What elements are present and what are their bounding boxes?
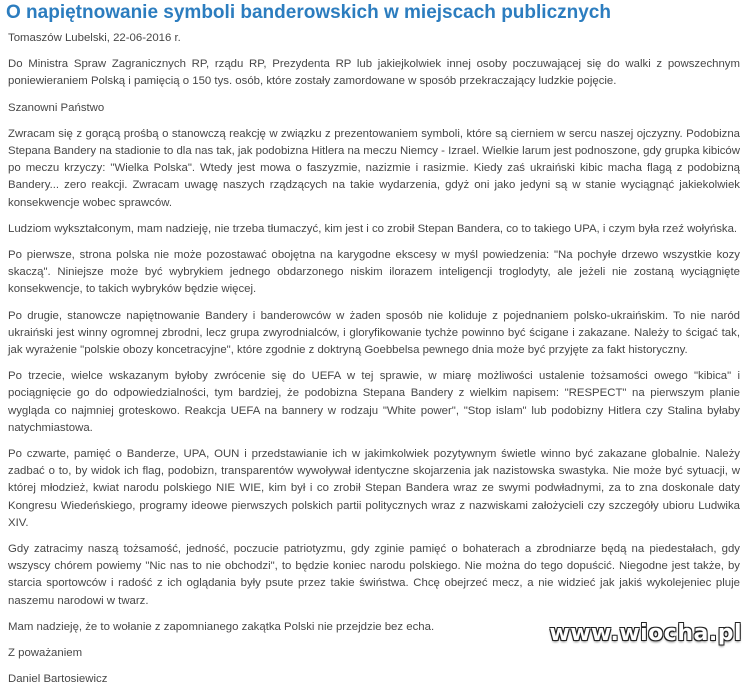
place-date: Tomaszów Lubelski, 22-06-2016 r. xyxy=(8,32,181,44)
body-paragraph: Po pierwsze, strona polska nie może pozostawać obojętna na karygodne ekscesy w myśl powiedzenia: "Na pochyłe drzewo wszystkie kozy skaczą". Niniejsze może być wybrykiem jednego obdarzonego niskim ilorazem inteligencji troglodyty, ale jeżeli nie zostaną wyciągnięte konsekwencje, to takich wybryków będzie więcej. xyxy=(8,249,740,296)
body-paragraph: Zwracam się z gorącą prośbą o stanowczą reakcję w związku z prezentowaniem symboli, które są cierniem w sercu naszej ojczyzny. Podobizna Stepana Bandery na stadionie to dla nas tak, jak podobizna Hitlera na meczu Niemcy - Izrael. Wielkie larum jest podnoszone, gdy grupka kibiców po meczu krzyczy: "Wielka Polska". Wtedy jest mowa o faszyzmie, nazizmie i rasizmie. Kiedy zaś ukraiński kibic macha flagą z podobizną Bandery... zero reakcji. Zwracam uwagę naszych rządzących na takie wydarzenia, gdyż oni jako jedyni są w stanie wyciągnąć jakiekolwiek konsekwencje wobec sprawców. xyxy=(8,127,740,209)
greeting: Szanowni Państwo xyxy=(8,101,105,114)
body-paragraph: Gdy zatracimy naszą tożsamość, jedność, poczucie patriotyzmu, gdy zginie pamięć o bohaterach a zbrodniarze będą na piedestałach, gdy wszyscy chórem powiemy "Nic nas to nie obchodzi", to będzie koniec narodu polskiego. Nie można do tego dopuścić. Niegodne jest także, by starcia sportowców i radość z ich oglądania były psute przez takie świństwa. Chcę obejrzeć mecz, a nie widzieć jak jakiś wykolejeniec pluje naszemu narodowi w twarz. xyxy=(8,543,740,607)
site-watermark: www.wiocha.pl xyxy=(549,621,742,646)
page-title: O napiętnowanie symboli banderowskich w miejscach publicznych xyxy=(6,2,611,23)
addressee-paragraph: Do Ministra Spraw Zagranicznych RP, rządu RP, Prezydenta RP lub jakiejkolwiek innej osoby poczuwającej się do walki z powszechnym poniewieraniem Polską i pamięcią o 150 tys. osób, które zostały zamordowane w sposób przekraczający ludzkie pojęcie. xyxy=(8,58,740,88)
body-paragraph: Po trzecie, wielce wskazanym byłoby zwrócenie się do UEFA w tej sprawie, w miarę możliwości ustalenie tożsamości owego "kibica" i pociągnięcie go do odpowiedzialności, tym bardziej, że podobizna Stepana Bandery z wielkim napisem: "RESPECT" na pierwszym planie wygląda co najmniej groteskowo. Reakcja UEFA na bannery w rodzaju "White power", "Stop islam" lub podobizny Hitlera czy Stalina byłaby natychmiastowa. xyxy=(8,370,740,434)
body-paragraph: Mam nadzieję, że to wołanie z zapomnianego zakątka Polski nie przejdzie bez echa. xyxy=(8,620,435,633)
closing: Z poważaniem xyxy=(8,647,83,660)
body-paragraph: Po drugie, stanowcze napiętnowanie Bandery i banderowców w żaden sposób nie koliduje z pojednaniem polsko-ukraińskim. To nie naród ukraiński jest winny ogromnej zbrodni, lecz grupa zwyrodnialców, i gloryfikowanie tychże powinno być ścigane i zakazane. Należy to ścigać tak, jak wyrażenie "polskie obozy koncetracyjne", które zgodnie z doktryną Goebbelsa pewnego dnia może być przyjęte za fakt historyczny. xyxy=(8,309,740,357)
body-paragraph: Ludziom wykształconym, mam nadzieję, nie trzeba tłumaczyć, kim jest i co zrobił Stepan Bandera, co to takiego UPA, i czym była rzeź wołyńska. xyxy=(8,222,738,235)
body-paragraph: Po czwarte, pamięć o Banderze, UPA, OUN i przedstawianie ich w jakimkolwiek pozytywnym świetle winno być zakazane globalnie. Należy zadbać o to, by widok ich flag, podobizn, transparentów wywoływał identyczne skojarzenia jak nazistowska swastyka. Nie może być sytuacji, w której młodzież, kwiat narodu polskiego NIE WIE, kim był i co zrobił Stepan Bandera wraz ze swymi podwładnymi, za to zna doskonale daty Kongresu Wiedeńskiego, programy ideowe pierwszych polskich partii politycznych wraz z nazwiskami założycieli czy szczegóły ubioru Ludwika XIV. xyxy=(8,448,740,529)
petition-body xyxy=(8,30,740,698)
signature: Daniel Bartosiewicz xyxy=(8,673,108,686)
